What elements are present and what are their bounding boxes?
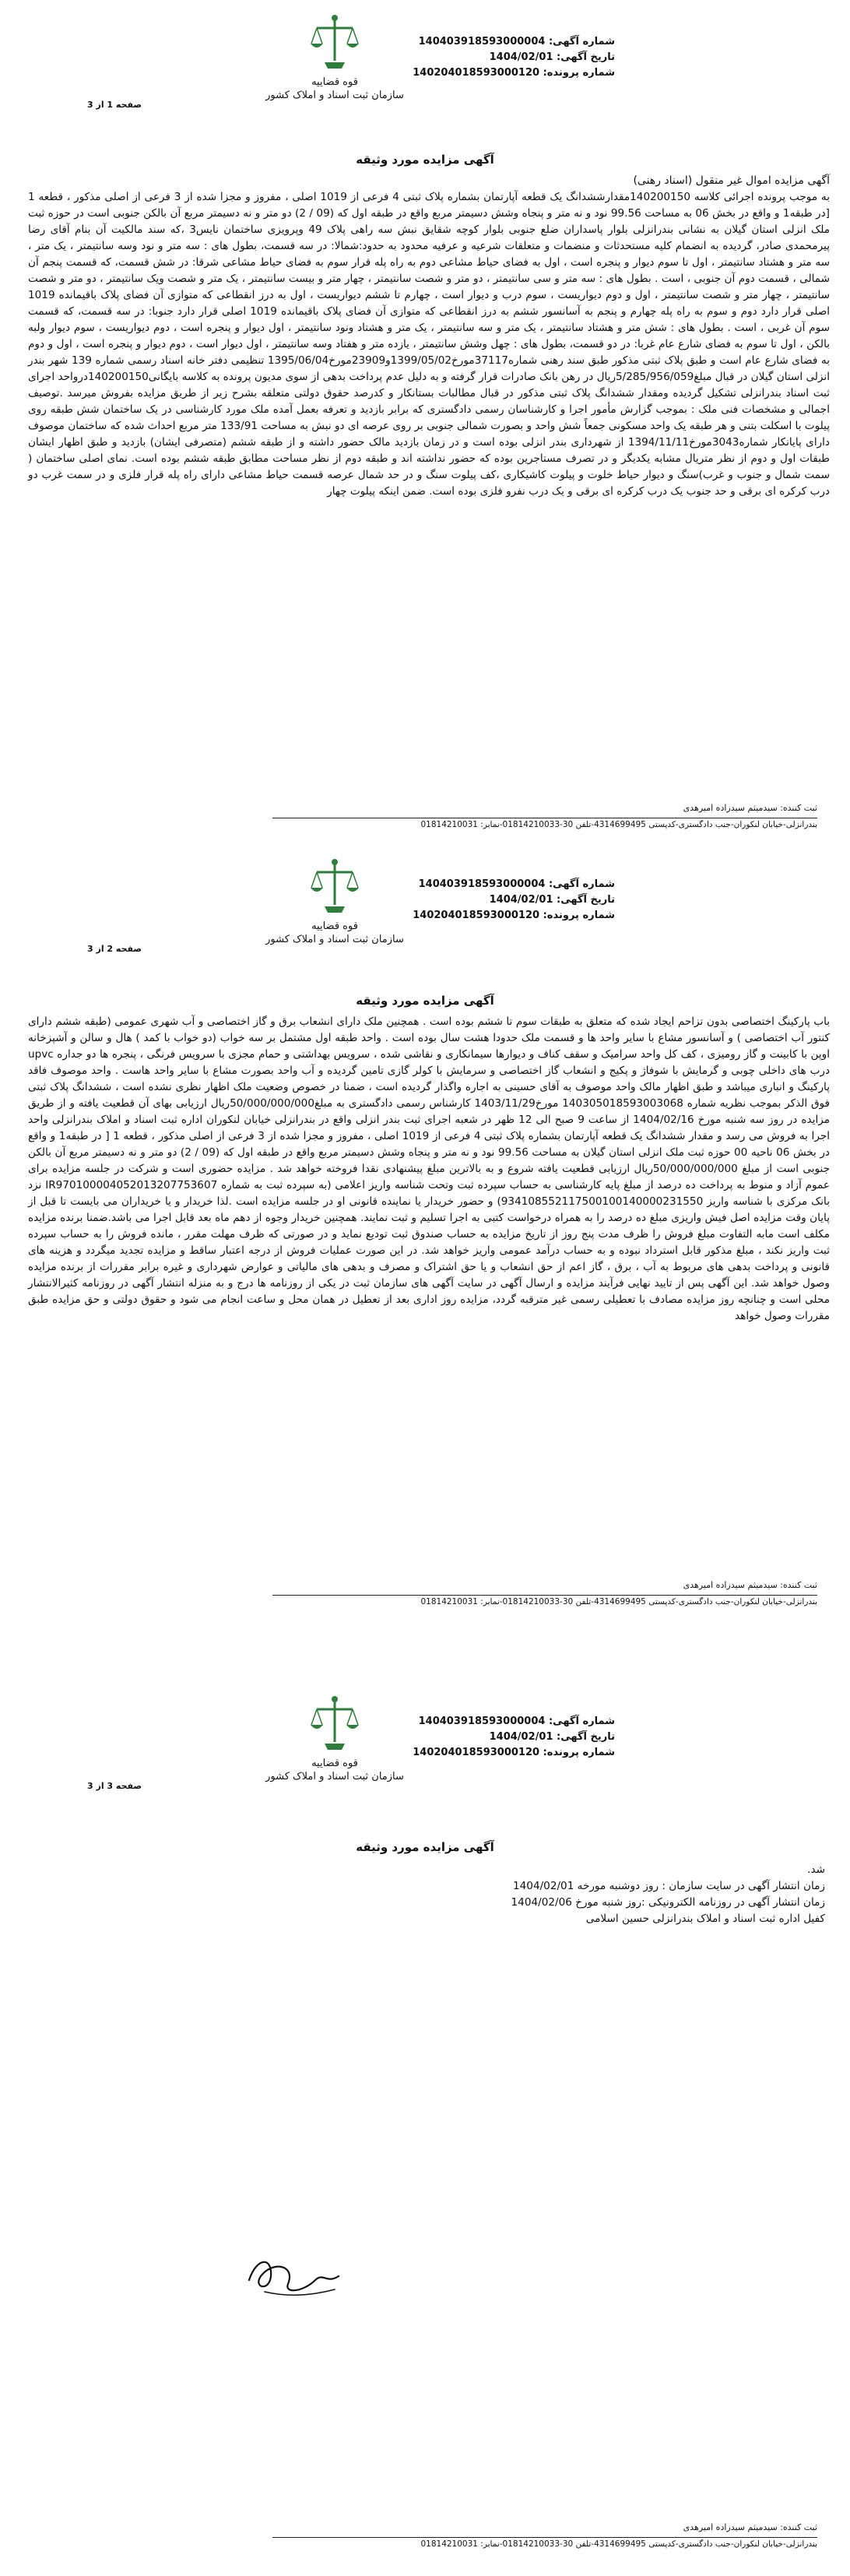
signatory: کفیل اداره ثبت اسناد و املاک بندرانزلی حسین اسلامی xyxy=(585,1913,825,1925)
scales-of-justice-icon xyxy=(307,1694,362,1756)
file-number-label: شماره پرونده: xyxy=(543,910,615,921)
ad-date: 1404/02/01 xyxy=(489,894,553,906)
ad-number-label: شماره آگهی: xyxy=(548,878,615,890)
body-text: باب پارکینگ اختصاصی بدون تزاحم ایجاد شده که متعلق به طبقات سوم تا ششم بوده است . همچنین ملک دارای انشعاب برق و گاز اختصاصی و آب شهری عمومی (طبقه ششم دارای کنتور آب اختصاصی ) و آسانسور مشاع با سایر واحد ها و قسمت ملک حدودا هشت سال بوده است . واحد طبقه اول مشتمل بر سه خواب (دو خواب با کمد ) هال و سالن و آشپزخانه اوپن با کابینت و گاز رومیزی ، کف کل واحد سرامیک و سقف کناف و دیوارها سیمانکاری و نقاشی شده ، سرویس بهداشتی و حمام مجزی با سرویس فرنگی ، پنجره ها دو جداره upvc درب های داخلی چوبی و گرمایش با شوفاژ و پکیج و انشعاب گاز اختصاصی و سرمایش با کولر گازی تامین گردیده و آب واحد بصورت مشاع با سایر واحد هاست . واحد موصوف فاقد پارکینگ و انباری میباشد و طبق اظهار مالک واحد موصوف به آقای حسینی به اجاره واگذار گردیده است ، ضمنا در خصوص وضعیت ملک اظهار نظری نشده است ، ششدانگ پلاک ثبتی فوق الذکر بموجب نظریه شماره 140305018593003068 مورخ1403/11/29 کارشناس رسمی دادگستری به مبلغ50/000/000/000ریال ارزیابی بهای آن قطعیت یافته و از طریق مزایده در روز سه شنبه مورخ 1404/02/16 از ساعت 9 صبح الی 12 ظهر در شعبه اجرای ثبت بندر انزلی واقع در بندرانزلی خیابان لنکوران اداره ثبت اسناد و املاک بندرانزلی واحد اجرا به فروش می رسد و مقدار ششدانگ یک قطعه آپارتمان بشماره پلاک ثبتی 4 فرعی از 1019 اصلی ، مفروز و مجزا شده از 3 فرعی از اصلی مذکور ، قطعه 1 [ در طبقه1 و واقع در بخش 06 ناحیه 00 حوزه ثبت ملک انزلی استان گیلان به مساحت 99.56 نود و نه متر و پنجاه وشش دسیمتر مربع واقع در طبقه اول که (09 / 2) دو متر و نه دسیمتر مربع آن بالکن جنوبی است از مبلغ 50/000/000/000ریال ارزیابی قطعیت یافته شروع و به بالاترین مبلغ پیشنهادی نقدا فروخته خواهد شد . مزایده حضوری است و شرکت در جلسه مزایده برای عموم آزاد و منوط به پرداخت ده درصد از مبلغ پایه کارشناسی به حساب سپرده ثبت وتحت شناسه واریز اعلامی (به سپرده ثبت به شماره IR970100004052013207753607 نزد بانک مرکزی با شناسه واریز 934108552117500100140000231550) و حضور خریدار یا نماینده قانونی او در جلسه مزایده است .لذا خریدار و یا خریداران می بایست تا قبل از پایان وقت مزایده اصل فیش واریزی مبلغ ده درصد را به همراه درخواست کتبی به اجرا تسلیم و ثبت نمایند. همچنین خریدار وجوه از دهم ماه بعد قابل اجرا می باشد.ضمنا برنده مزایده مکلف است مابه التفاوت مبلغ فروش را ظرف مدت پنج روز از تاریخ مزایده به حساب صندوق ثبت تودیع نماید و در صورتی که ظرف مهلت مقرر ، مانده فروش را به حساب سپرده ثبت واریز نکند ، مبلغ مذکور قابل استرداد نبوده و به حساب درآمد عمومی واریز خواهد شد. در این صورت عملیات فروش از درجه اعتبار ساقط و مزایده تجدید میگردد و هزینه های قانونی و پرداخت بدهی های مربوط به آب ، برق ، گاز اعم از حق انشعاب و یا حق اشتراک و مصرف و بدهی های مالیاتی و عوارض شهرداری و غیره برابر مقررات از برنده مزایده وصول خواهد شد. این آگهی پس از تایید نهایی فرآیند مزایده و ارسال آگهی در سایت آگهی های سازمان ثبت در یکی از روزنامه ها درج و به منزله انتشار آگهی در روزنامه کثیرالانتشار محلی است و چنانچه روز مزایده مصادف با تعطیلی رسمی غیر مترقبه گردد، مزایده روز اداری بعد از تعطیل در همان محل و ساعت انجام می شود و حقوق دولتی و حق مزایده طبق مقررات وصول خواهد xyxy=(28,1015,831,1322)
scales-of-justice-icon xyxy=(307,857,362,919)
file-number: 140204018593000120 xyxy=(413,1747,540,1758)
document-subtitle: آگهی مزایده اموال غیر منقول (اسناد رهنی) xyxy=(633,174,830,187)
ad-number-label: شماره آگهی: xyxy=(548,36,615,48)
ad-number-label: شماره آگهی: xyxy=(548,1716,615,1727)
ad-date-row xyxy=(420,892,615,908)
ad-date: 1404/02/01 xyxy=(489,51,553,63)
signer-name: سیدمیثم سیدزاده امیرهدی xyxy=(683,2522,778,2532)
file-number-row xyxy=(413,908,615,924)
ad-number-row xyxy=(420,1714,615,1730)
scales-of-justice-icon xyxy=(307,12,362,75)
footer xyxy=(93,2521,817,2550)
document-body xyxy=(28,173,830,500)
signed-by-label: ثبت کننده: xyxy=(780,1580,817,1590)
ad-meta xyxy=(413,1714,615,1761)
signed-by-label: ثبت کننده: xyxy=(780,2522,817,2532)
page-3 xyxy=(0,1686,850,2576)
org-name: سازمان ثبت اسناد و املاک کشور xyxy=(265,934,404,945)
ad-date-row xyxy=(420,50,615,65)
org-name: سازمان ثبت اسناد و املاک کشور xyxy=(265,90,404,101)
publish-date-newspaper: زمان انتشار آگهی در روزنامه الکترونیکی :روز شنبه مورخ 1404/02/06 xyxy=(511,1896,825,1909)
ad-number: 140403918593000004 xyxy=(418,36,546,48)
file-number-row xyxy=(413,1745,615,1761)
page-2 xyxy=(0,849,850,1635)
handwritten-signature xyxy=(241,2249,350,2303)
ad-number: 140403918593000004 xyxy=(418,878,546,890)
page-1 xyxy=(0,0,850,829)
file-number: 140204018593000120 xyxy=(413,910,540,921)
footer-address: بندرانزلی-خیابان لنکوران-جنب دادگستری-کدپستی 4314699495-تلفن 30-01814210033-نمابر: 01814210031 xyxy=(420,820,817,829)
signed-by-label: ثبت کننده: xyxy=(780,803,817,813)
document-title: آگهی مزایده مورد وثیقه xyxy=(356,994,494,1008)
file-number-label: شماره پرونده: xyxy=(543,1747,615,1758)
document-title: آگهی مزایده مورد وثیقه xyxy=(356,1840,494,1854)
page-number: صفحه 3 از 3 xyxy=(87,1781,142,1791)
closing-lines xyxy=(467,1862,825,1927)
file-number-row xyxy=(413,65,615,81)
document-body xyxy=(28,1014,830,1325)
ad-date-label: تاریخ آگهی: xyxy=(557,894,615,906)
footer-address: بندرانزلی-خیابان لنکوران-جنب دادگستری-کدپستی 4314699495-تلفن 30-01814210033-نمابر: 01814210031 xyxy=(420,1597,817,1606)
file-number: 140204018593000120 xyxy=(413,67,540,79)
document-title: آگهی مزایده مورد وثیقه xyxy=(356,153,494,167)
ad-number-row xyxy=(420,877,615,892)
body-text: به موجب پرونده اجرائی کلاسه 140200150مقدارششدانگ یک قطعه آپارتمان بشماره پلاک ثبتی 4 فرعی از 1019 اصلی ، مفروز و مجزا شده از 3 فرعی از اصلی مذکور ، قطعه 1 [در طبقه1 و واقع در بخش 06 به مساحت 99.56 نود و نه متر و پنجاه وشش دسیمتر مربع واقع در طبقه اول که (09 / 2) دو متر و نه دسیمتر مربع آن بالکن جنوبی است در حوزه ثبت ملک انزلی استان گیلان به نشانی بندرانزلی بلوار پاسداران ضلع جنوبی بلوار کوچه شقایق نبش سه راهی پلاک 49 وپرویزی ساختمان نایس3 ،که سند مالکیت آن بنام آقای رضا پیرمحمدی صادر، گردیده به انضمام کلیه مستحدثات و منضمات و متعلقات شرعیه و عرفیه محدود به حدود:شمالا: در سه قسمت، بطول های : سه متر و نود وسه سانتیمتر ، یک متر ، سه متر و هشتاد سانتیمتر ، اول تا سوم دیوار و پنجره است ، اول به فضای حیاط مشاعی دوم به راه پله قرار سوم به فضای حیاط مشاعی شرقا: در شش قسمت، که قسمت پنجم آن شمالی ، قسمت دوم آن جنوبی ، است . بطول های : سه متر و سی سانتیمتر ، دو متر و شصت سانتیمتر ، چهار متر و بیست سانتیمتر ، یک متر و شصت ویک سانتیمتر ، دو متر و شصت سانتیمتر ، چهار متر و شصت سانتیمتر ، اول و دوم دیواریست ، سوم درب و دیوار است ، چهارم تا ششم دیواریست ، اول به درز انقطاعی که متوازی آن فضای پلاک باقیمانده 1019 اصلی قرار دارد دوم و سوم به راه پله چهارم و پنجم به آسانسور ششم به درز انقطاعی که متوازی آن فضای پلاک باقیمانده 1019 اصلی قرار دارد جنوبا: در سه قسمت، که قسمت سوم آن غربی ، است . بطول های : شش متر و هشتاد سانتیمتر ، یک متر و سه سانتیمتر ، یک متر و هشتاد ونود سانتیمتر ، اول دیوار و پنجره است ، دوم دیواریست ، سوم دیوار ولبه بالکن ، اول تا سوم به فضای شارع عام غربا: در دو قسمت، بطول های : چهل وشش سانتیمتر ، یازده متر و هفتاد وسه سانتیمتر ، اول دیوار است ، دوم دیوار و پنجره است ، اول و دوم به فضای شارع عام است و طبق پلاک ثبتی مذکور طبق سند رهنی شماره37117مورخ1399/05/02و23909مورخ1395/06/04 تنظیمی دفتر خانه اسناد رسمی شماره 139 شهر بندر انزلی استان گیلان در قبال مبلغ5/285/956/059ریال در رهن بانک صادرات قرار گرفته و به دلیل عدم پرداخت بدهی از سوی مدیون پرونده به کلاسه بایگانی140200150درواحد اجرای ثبت اسناد بندرانزلی تشکیل گردیده ومقدار ششدانگ پلاک ثبتی مذکور در قبال مطالبات بستانکار و کدرصد حقوق دولتی متعلقه بشرح زیر از طریق مزایده بفروش میرسد .توصیف اجمالی و مشخصات فنی ملک : بموجب گزارش مأمور اجرا و کارشناسان رسمی دادگستری که برابر بازدید و تعرفه بعمل آمده ملک مورد کارشناسی در یک ساختمان شش طبقه روی پیلوت با اسکلت بتنی و هر طبقه یک واحد مسکونی جمعاً شش واحد و بصورت شمالی جنوبی بر روی عرصه ای دو نبش به مساحت 133/91 متر مربع احداث شده که ساختمان موصوف دارای پایانکار شماره3043مورخ1394/11/11 از شهرداری بندر انزلی بوده است و در زمان بازدید مالک حضور داشته و از طبقه ششم (متصرفی ایشان) بازدید و طبق اظهار ایشان طبقات اول و دوم از نظر متریال مشابه یکدیگر و در تصرف مستاجرین بوده که حضور نداشته اند و طبقه دوم از نظر مساحت مطابق طبقه ششم بوده است. نمای اصلی ساختمان ( سمت شمال و جنوب و غرب)سنگ و دیوار حیاط خلوت و پیلوت کاشیکاری ،کف پیلوت سنگ و در حد شمال عرصه قسمت حیاط مشاعی دارای راه پله قرار فلزی و در سمت غرب دو درب کرکره ای برقی و حد جنوب یک درب کرکره ای برقی و یک درب نفرو فلزی بوده است. ضمن اینکه پیلوت چهار xyxy=(28,191,831,498)
emblem-caption: قوه قضاییه xyxy=(311,76,358,88)
page-number: صفحه 1 از 3 xyxy=(87,100,142,110)
emblem xyxy=(234,1694,436,1811)
org-name: سازمان ثبت اسناد و املاک کشور xyxy=(265,1771,404,1782)
footer-address: بندرانزلی-خیابان لنکوران-جنب دادگستری-کدپستی 4314699495-تلفن 30-01814210033-نمابر: 01814210031 xyxy=(420,2539,817,2549)
ad-date-row xyxy=(420,1730,615,1745)
ad-number: 140403918593000004 xyxy=(418,1716,546,1727)
ad-number-row xyxy=(420,34,615,50)
footer xyxy=(93,1579,817,1608)
ad-date-label: تاریخ آگهی: xyxy=(557,1731,615,1743)
signer-name: سیدمیثم سیدزاده امیرهدی xyxy=(683,1580,778,1590)
page-number: صفحه 2 از 3 xyxy=(87,944,142,954)
closing-line: شد. xyxy=(807,1863,825,1876)
emblem-caption: قوه قضاییه xyxy=(311,1758,358,1769)
signer-name: سیدمیثم سیدزاده امیرهدی xyxy=(683,803,778,813)
ad-meta xyxy=(413,877,615,924)
ad-meta xyxy=(413,34,615,81)
ad-date-label: تاریخ آگهی: xyxy=(557,51,615,63)
emblem xyxy=(234,12,436,129)
publish-date-site: زمان انتشار آگهی در سایت سازمان : روز دوشنبه مورخه 1404/02/01 xyxy=(513,1880,825,1892)
ad-date: 1404/02/01 xyxy=(489,1731,553,1743)
emblem-caption: قوه قضاییه xyxy=(311,920,358,932)
file-number-label: شماره پرونده: xyxy=(543,67,615,79)
emblem xyxy=(234,857,436,973)
footer xyxy=(93,802,817,831)
